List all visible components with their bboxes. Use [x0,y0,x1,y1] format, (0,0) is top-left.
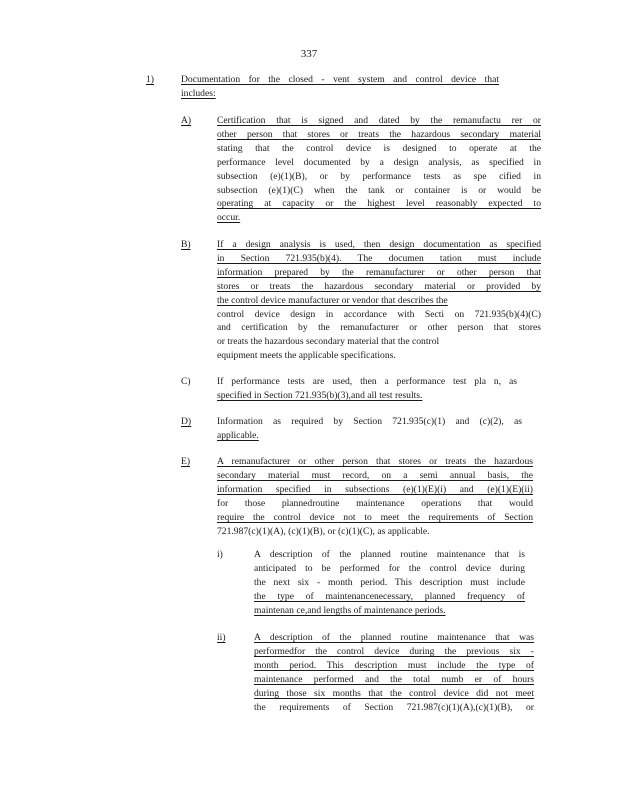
text-line: If performance tests are used, then a performance test pla n, as [217,376,517,387]
text-line: subsection (e)(1)(B), or by performance tests as spe cified in [217,170,541,182]
text-line: information specified in subsections (e)(1)(E)(i) and (e)(1)(E)(ii) [217,483,533,495]
text-line: for those plannedroutine maintenance operations that would [217,497,533,509]
text-line: A description of the planned routine maintenance that was [254,632,534,643]
text-line: maintenan ce,and lengths of maintenance periods. [254,604,446,616]
text-line: Documentation for the closed - vent system and control device that [181,74,499,85]
text-line: performance level documented by a design analysis, as specified in [217,156,541,168]
text-line: occur. [217,212,241,224]
text-line: secondary material must record, on a semi annual basis, the [217,469,533,481]
text-line: stores or treats the hazardous secondary material or provided by [217,280,541,292]
item-e-i-label: i) [217,549,223,560]
text-line: other person that stores or treats the hazardous secondary material [217,128,541,140]
text-line: Certification that is signed and dated by the remanufactu rer or [217,115,541,126]
text-line: information prepared by the remanufacturer or other person that [217,266,541,278]
item-a-text [217,114,541,225]
text-line: the type of maintenancenecessary, planned frequency of [254,590,525,602]
item-e-text [217,455,533,538]
text-line: maintenance performed and the total numb er of hours [254,673,534,685]
text-line: Information as required by Section 721.935(c)(1) and (c)(2), as [217,416,522,427]
text-line: in Section 721.935(b)(4). The documen tation must include [217,252,541,264]
text-line: subsection (e)(1)(C) when the tank or container is or would be [217,184,541,196]
page-number: 337 [300,48,318,60]
text-line: control device design in accordance with Secti on 721.935(b)(4)(C) [217,308,541,320]
text-line: equipment meets the applicable specifications. [217,350,396,362]
text-line: includes: [181,87,216,99]
item-a-label: A) [181,115,192,126]
text-line: month period. This description must include the type of [254,659,534,671]
item-e-i-text [254,548,525,618]
text-line: the requirements of Section 721.987(c)(1)(A),(c)(1)(B), or [254,701,534,713]
text-line: or treats the hazardous secondary material that the control [217,336,440,348]
text-line: during those six months that the control device did not meet [254,687,534,699]
item-1-text [181,73,499,101]
text-line: specified in Section 721.935(b)(3),and all test results. [217,389,423,401]
item-1-label: 1) [146,74,154,85]
item-e-ii-text [254,631,534,714]
text-line: applicable. [217,429,259,441]
item-b-label: B) [181,239,191,250]
text-line: stating that the control device is designed to operate at the [217,142,541,154]
text-line: performedfor the control device during the previous six - [254,645,534,657]
text-line: and certification by the remanufacturer or other person that stores [217,322,541,334]
item-c-label: C) [181,376,191,387]
item-c-text [217,375,517,403]
text-line: anticipated to be performed for the control device during [254,562,525,574]
item-b-text [217,238,541,363]
text-line: A remanufacturer or other person that stores or treats the hazardous [217,456,533,467]
text-line: require the control device not to meet the requirements of Section [217,511,533,523]
item-d-label: D) [181,416,192,427]
text-line: operating at capacity or the highest level reasonably expected to [217,198,541,210]
item-e-ii-label: ii) [217,632,226,643]
item-d-text [217,415,522,443]
text-line: If a design analysis is used, then design documentation as specified [217,239,541,250]
text-line: 721.987(c)(1)(A), (c)(1)(B), or (c)(1)(C), as applicable. [217,525,430,537]
text-line: A description of the planned routine maintenance that is [254,549,525,560]
text-line: the control device manufacturer or vendor that describes the [217,294,448,306]
text-line: the next six - month period. This description must include [254,576,525,588]
item-e-label: E) [181,456,191,467]
